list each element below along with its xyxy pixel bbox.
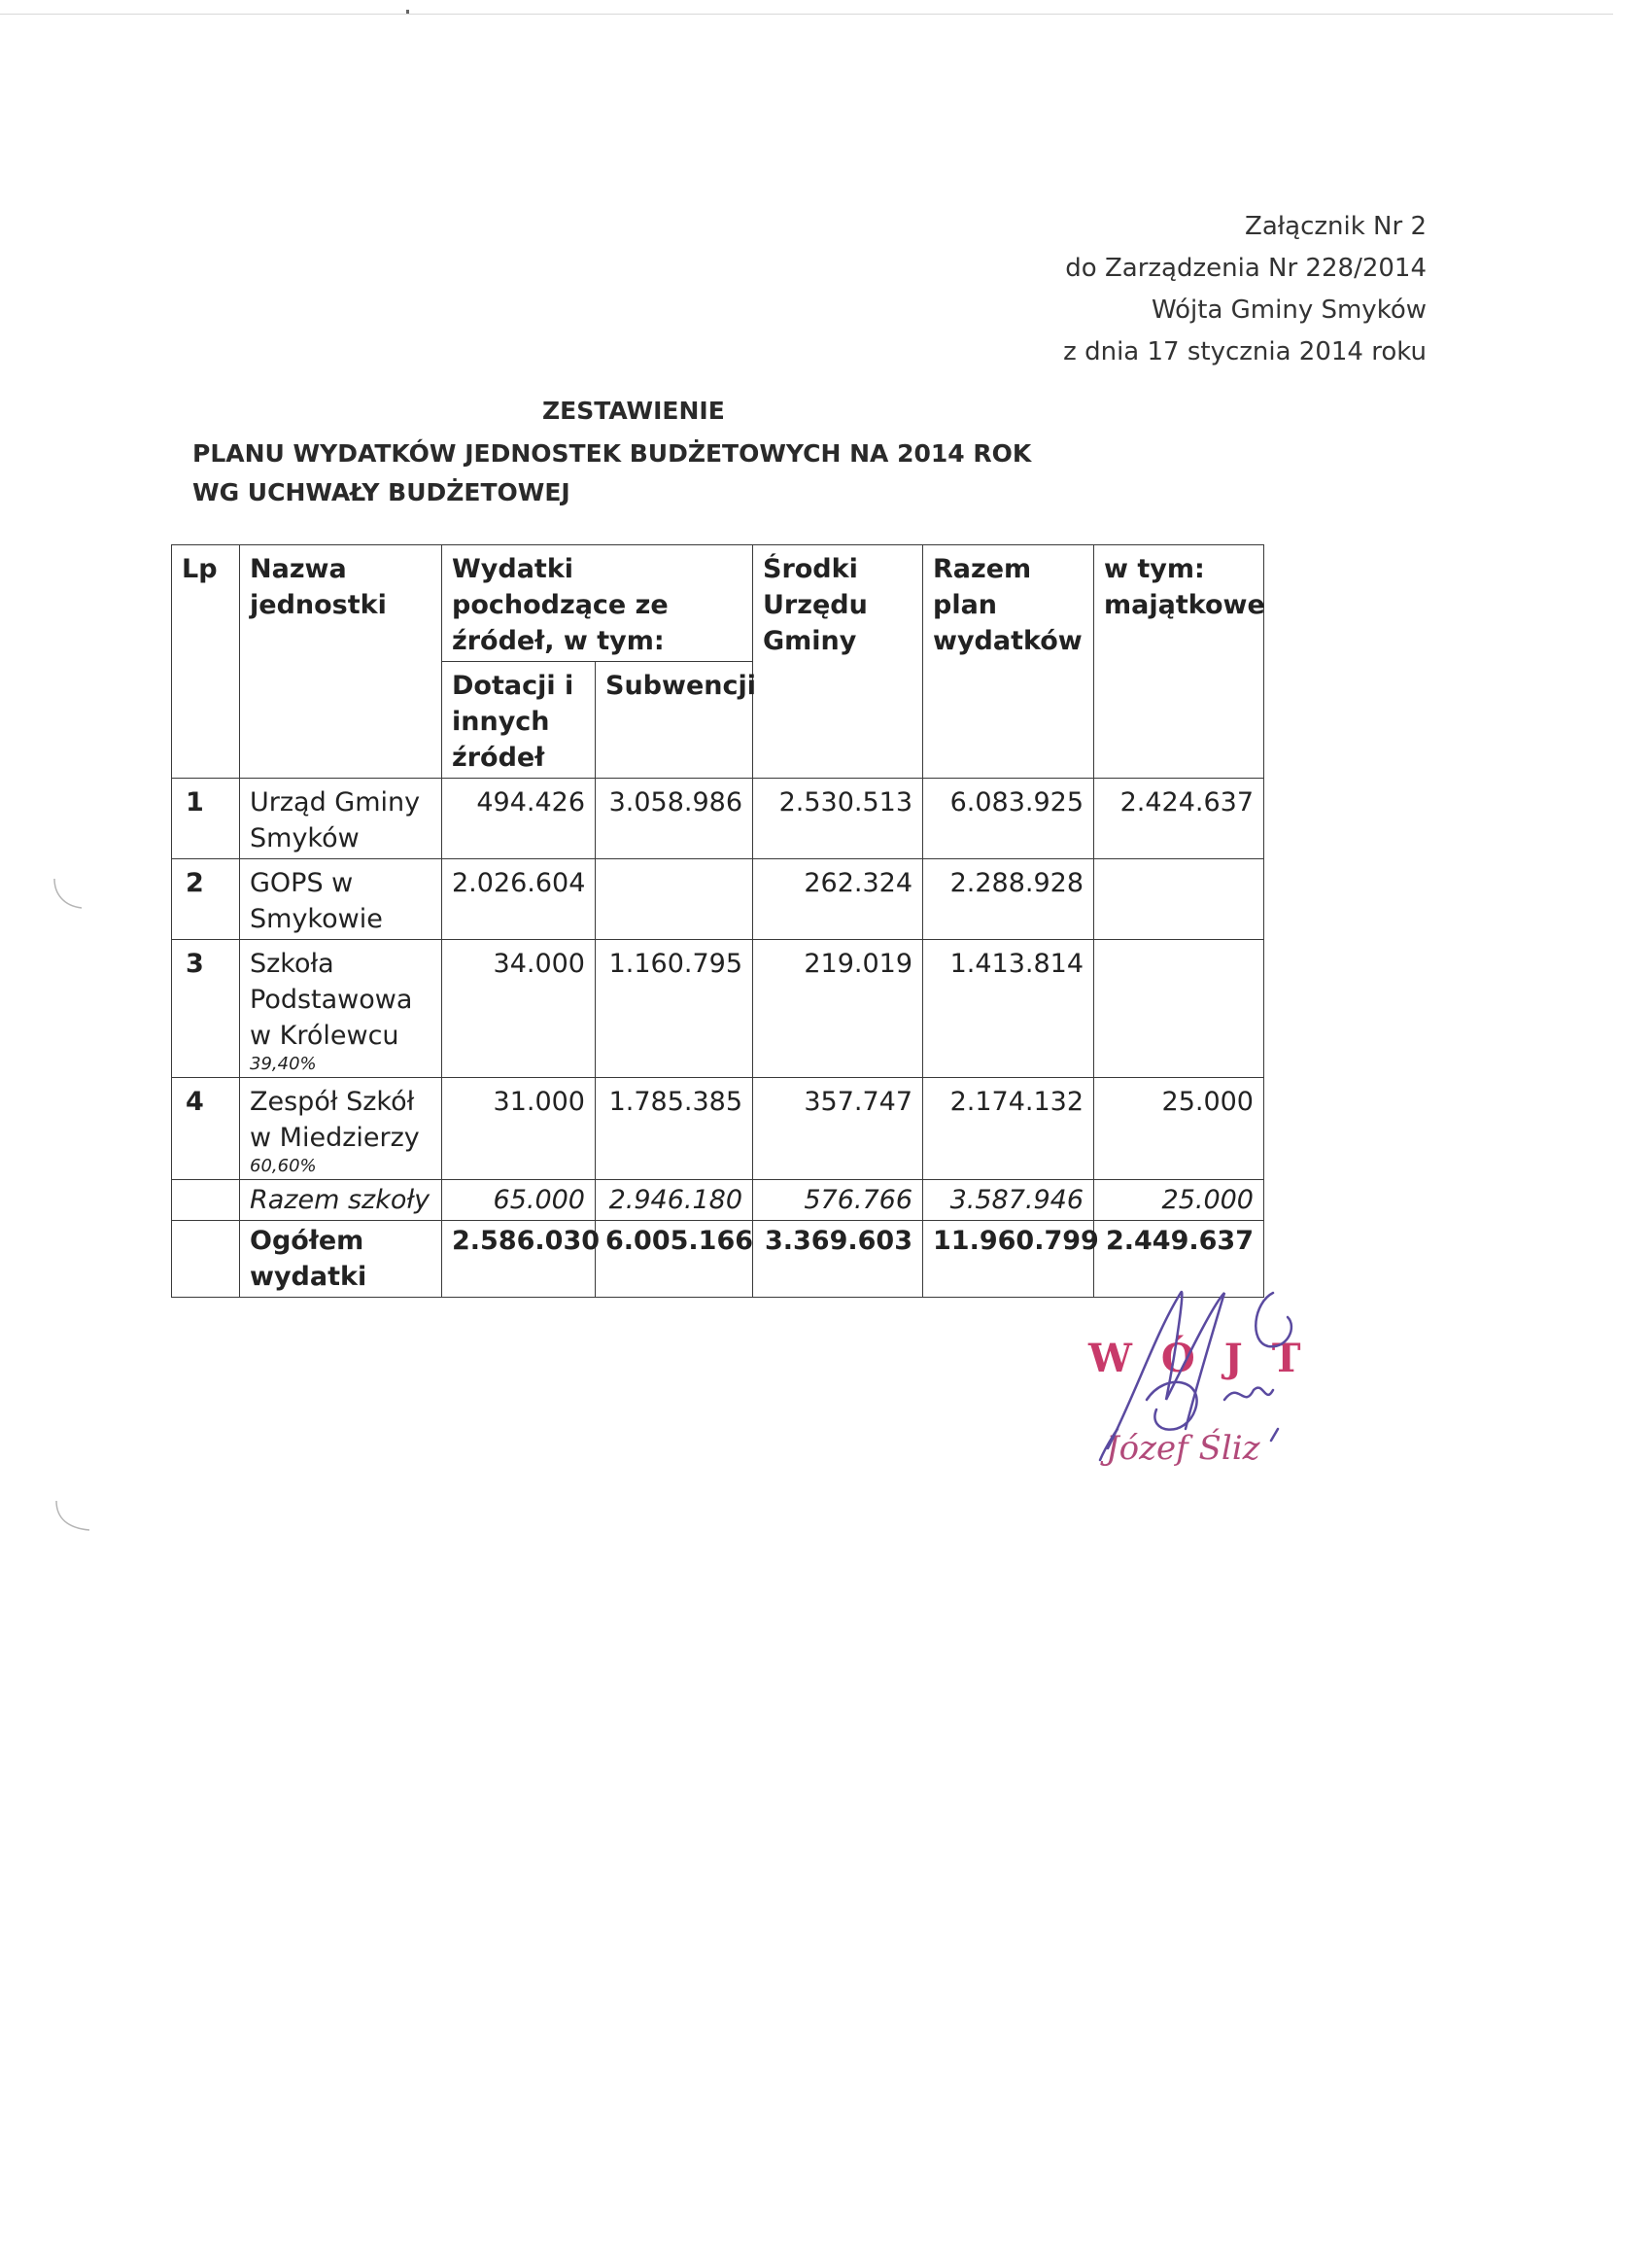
- doc-subtitle-2: WG UCHWAŁY BUDŻETOWEJ: [192, 478, 570, 506]
- col-sources-header: Wydatki pochodzące ze źródeł, w tym:: [442, 545, 753, 662]
- table-row: [172, 779, 1264, 859]
- row-name: [240, 940, 442, 1078]
- row-office: 219.019: [753, 940, 923, 1078]
- row-subsidies: [596, 859, 753, 940]
- row-office: 262.324: [753, 859, 923, 940]
- row-capital: [1094, 859, 1264, 940]
- schools-total-row: [172, 1180, 1264, 1221]
- row-grants: 31.000: [442, 1078, 596, 1180]
- annex-issuer: Wójta Gminy Smyków: [1151, 296, 1427, 325]
- schools-total-office: 576.766: [753, 1180, 923, 1221]
- row-name-text: GOPS w Smykowie: [250, 868, 383, 934]
- row-total: 2.174.132: [923, 1078, 1094, 1180]
- row-subsidies: 1.785.385: [596, 1078, 753, 1180]
- row-total: 6.083.925: [923, 779, 1094, 859]
- col-capital-header: w tym: majątkowe: [1094, 545, 1264, 779]
- punch-hole-mark: [47, 1497, 95, 1536]
- table-row: [172, 1078, 1264, 1180]
- row-name: [240, 859, 442, 940]
- header-row: [172, 545, 1264, 662]
- col-name-header: Nazwa jednostki: [240, 545, 442, 779]
- row-name: [240, 1078, 442, 1180]
- annex-number: Załącznik Nr 2: [1245, 212, 1427, 241]
- scan-top-line: [0, 14, 1613, 15]
- row-share-percent: 39,40%: [250, 1054, 317, 1074]
- schools-total-grants: 65.000: [442, 1180, 596, 1221]
- grand-total-lp: [172, 1221, 240, 1298]
- scan-mark: [406, 10, 409, 14]
- stamp-name: Józef Śliz: [1106, 1429, 1260, 1468]
- schools-total-capital: 25.000: [1094, 1180, 1264, 1221]
- col-lp-header: Lp: [172, 545, 240, 779]
- annex-date: z dnia 17 stycznia 2014 roku: [1063, 337, 1427, 366]
- stamp-title: WÓJT: [1088, 1336, 1330, 1381]
- table-row: [172, 940, 1264, 1078]
- grand-total-subsidies: 6.005.166: [596, 1221, 753, 1298]
- row-grants: 2.026.604: [442, 859, 596, 940]
- schools-total-subsidies: 2.946.180: [596, 1180, 753, 1221]
- row-subsidies: 3.058.986: [596, 779, 753, 859]
- row-capital: 25.000: [1094, 1078, 1264, 1180]
- row-capital: 2.424.637: [1094, 779, 1264, 859]
- schools-total-total: 3.587.946: [923, 1180, 1094, 1221]
- row-name-text: Szkoła Podstawowa w Królewcu: [250, 949, 413, 1051]
- col-subsidies-header: Subwencji: [596, 662, 753, 779]
- budget-table: [171, 544, 1264, 1298]
- grand-total-capital: 2.449.637: [1094, 1221, 1264, 1298]
- grand-total-label: Ogółem wydatki: [240, 1221, 442, 1298]
- row-lp: 3: [172, 940, 240, 1078]
- row-total: 1.413.814: [923, 940, 1094, 1078]
- row-lp: 1: [172, 779, 240, 859]
- col-total-header: Razem plan wydatków: [923, 545, 1094, 779]
- grand-total-office: 3.369.603: [753, 1221, 923, 1298]
- grand-total-grants: 2.586.030: [442, 1221, 596, 1298]
- doc-subtitle: PLANU WYDATKÓW JEDNOSTEK BUDŻETOWYCH NA 2014 ROK: [192, 439, 1032, 468]
- row-name-text: Zespół Szkół w Miedzierzy: [250, 1087, 420, 1153]
- row-capital: [1094, 940, 1264, 1078]
- row-lp: 4: [172, 1078, 240, 1180]
- row-subsidies: 1.160.795: [596, 940, 753, 1078]
- row-office: 357.747: [753, 1078, 923, 1180]
- punch-hole-mark: [47, 875, 86, 914]
- row-name-text: Urząd Gminy Smyków: [250, 787, 421, 853]
- row-total: 2.288.928: [923, 859, 1094, 940]
- row-lp: 2: [172, 859, 240, 940]
- row-office: 2.530.513: [753, 779, 923, 859]
- doc-title: ZESTAWIENIE: [542, 397, 725, 425]
- row-share-percent: 60,60%: [250, 1156, 317, 1176]
- col-grants-header: Dotacji i innych źródeł: [442, 662, 596, 779]
- grand-total-total: 11.960.799: [923, 1221, 1094, 1298]
- row-grants: 494.426: [442, 779, 596, 859]
- annex-reference: [1063, 206, 1427, 373]
- col-office-header: Środki Urzędu Gminy: [753, 545, 923, 779]
- handwritten-signature: [1079, 1273, 1312, 1468]
- row-name: [240, 779, 442, 859]
- schools-total-label: Razem szkoły: [240, 1180, 442, 1221]
- annex-ordinance: do Zarządzenia Nr 228/2014: [1065, 254, 1427, 283]
- row-grants: 34.000: [442, 940, 596, 1078]
- table-row: [172, 859, 1264, 940]
- schools-total-lp: [172, 1180, 240, 1221]
